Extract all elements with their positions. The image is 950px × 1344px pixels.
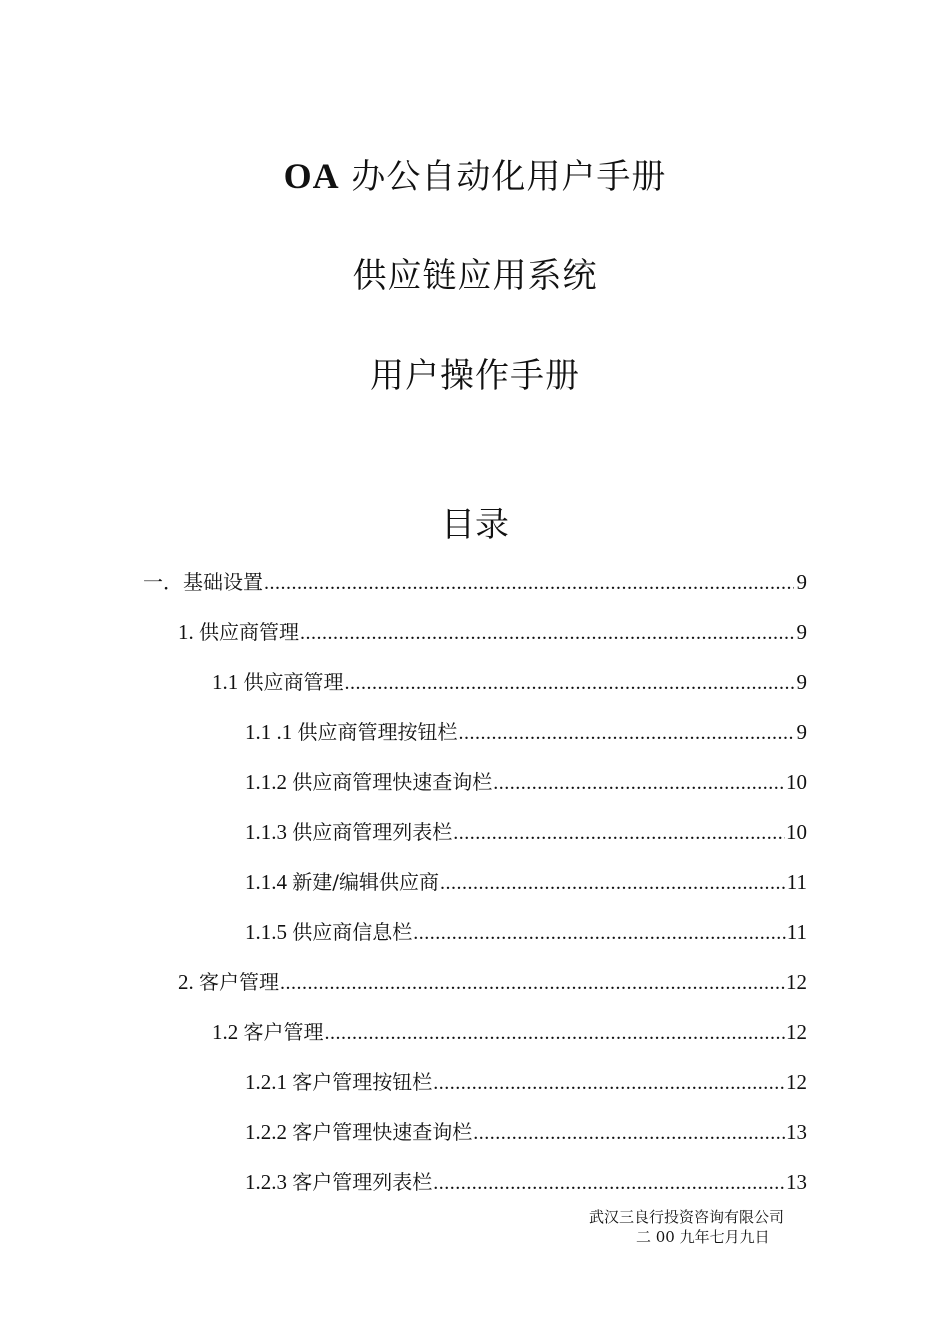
toc-dot-leader — [264, 570, 794, 594]
toc-entry-number: 1.1 — [212, 670, 244, 694]
toc-entry-number: 1.1.4 — [245, 870, 293, 894]
toc-entry-number: 1.1.2 — [245, 770, 293, 794]
toc-entry-label: 2. 客户管理 — [178, 970, 279, 994]
toc-entry-number: 1. — [178, 620, 199, 644]
toc-entry-page: 10 — [786, 820, 807, 844]
toc-entry-page: 10 — [786, 770, 807, 794]
toc-entry-page: 11 — [786, 920, 807, 944]
document-subtitle-system: 供应链应用系统 — [352, 256, 598, 296]
toc-entry[interactable] — [178, 610, 807, 654]
toc-entry[interactable] — [245, 1160, 807, 1204]
toc-entry-number: 1.2.1 — [245, 1070, 293, 1094]
toc-dot-leader — [325, 1020, 786, 1044]
toc-entry-label: 1.1.3 供应商管理列表栏 — [245, 820, 453, 844]
footer-date: 二 00 九年七月九日 — [636, 1228, 770, 1246]
toc-entry-label: 1.1.4 新建/编辑供应商 — [245, 870, 439, 894]
toc-heading: 目录 — [441, 505, 509, 545]
toc-entry-label: 一．基础设置 — [143, 570, 263, 594]
toc-entry[interactable] — [245, 1060, 807, 1104]
toc-dot-leader — [280, 970, 785, 994]
toc-entry-label: 1.2.1 客户管理按钮栏 — [245, 1070, 433, 1094]
toc-entry[interactable] — [245, 860, 807, 904]
toc-dot-leader — [493, 770, 785, 794]
toc-entry[interactable] — [178, 960, 807, 1004]
document-title-text: 办公自动化用户手册 — [339, 157, 667, 197]
toc-entry-label: 1. 供应商管理 — [178, 620, 299, 644]
toc-dot-leader — [440, 870, 786, 894]
toc-entry-label: 1.2 客户管理 — [212, 1020, 324, 1044]
toc-entry[interactable] — [212, 660, 807, 704]
toc-entry-number: 2. — [178, 970, 199, 994]
toc-entry[interactable] — [245, 910, 807, 954]
toc-entry-number: 1.1.3 — [245, 820, 293, 844]
toc-dot-leader — [473, 1120, 785, 1144]
toc-dot-leader — [459, 720, 795, 744]
toc-entry[interactable] — [245, 1110, 807, 1154]
toc-entry-label: 1.1 .1 供应商管理按钮栏 — [245, 720, 458, 744]
document-subtitle-manual: 用户操作手册 — [370, 356, 580, 396]
toc-entry-number: 1.1 .1 — [245, 720, 298, 744]
document-title — [0, 156, 950, 197]
toc-entry[interactable] — [245, 710, 807, 754]
toc-entry-page: 12 — [786, 970, 807, 994]
toc-entry-label: 1.1 供应商管理 — [212, 670, 344, 694]
toc-dot-leader — [345, 670, 795, 694]
toc-entry[interactable] — [212, 1010, 807, 1054]
toc-entry-label: 1.2.2 客户管理快速查询栏 — [245, 1120, 473, 1144]
toc-dot-leader — [433, 1070, 785, 1094]
toc-entry-number: 一． — [143, 570, 183, 594]
toc-entry-page: 12 — [786, 1070, 807, 1094]
toc-entry-page: 12 — [786, 1020, 807, 1044]
toc-entry[interactable] — [245, 760, 807, 804]
toc-entry-label: 1.2.3 客户管理列表栏 — [245, 1170, 433, 1194]
footer-company-name: 武汉三良行投资咨询有限公司 — [589, 1208, 785, 1226]
toc-entry-page: 9 — [796, 620, 807, 644]
toc-entry-number: 1.1.5 — [245, 920, 293, 944]
document-title-prefix: OA — [283, 156, 340, 196]
toc-entry-page: 9 — [796, 670, 807, 694]
toc-entry-page: 13 — [786, 1170, 807, 1194]
toc-entry-number: 1.2 — [212, 1020, 244, 1044]
toc-entry-label: 1.1.2 供应商管理快速查询栏 — [245, 770, 493, 794]
toc-dot-leader — [433, 1170, 785, 1194]
toc-entry-number: 1.2.3 — [245, 1170, 293, 1194]
toc-dot-leader — [300, 620, 794, 644]
toc-dot-leader — [413, 920, 786, 944]
toc-dot-leader — [453, 820, 785, 844]
toc-entry-page: 13 — [786, 1120, 807, 1144]
toc-entry-page: 9 — [796, 720, 807, 744]
toc-entry-page: 9 — [796, 570, 807, 594]
toc-entry-number: 1.2.2 — [245, 1120, 293, 1144]
toc-entry-page: 11 — [786, 870, 807, 894]
toc-entry-label: 1.1.5 供应商信息栏 — [245, 920, 413, 944]
toc-entry[interactable] — [245, 810, 807, 854]
toc-entry[interactable] — [143, 560, 807, 604]
